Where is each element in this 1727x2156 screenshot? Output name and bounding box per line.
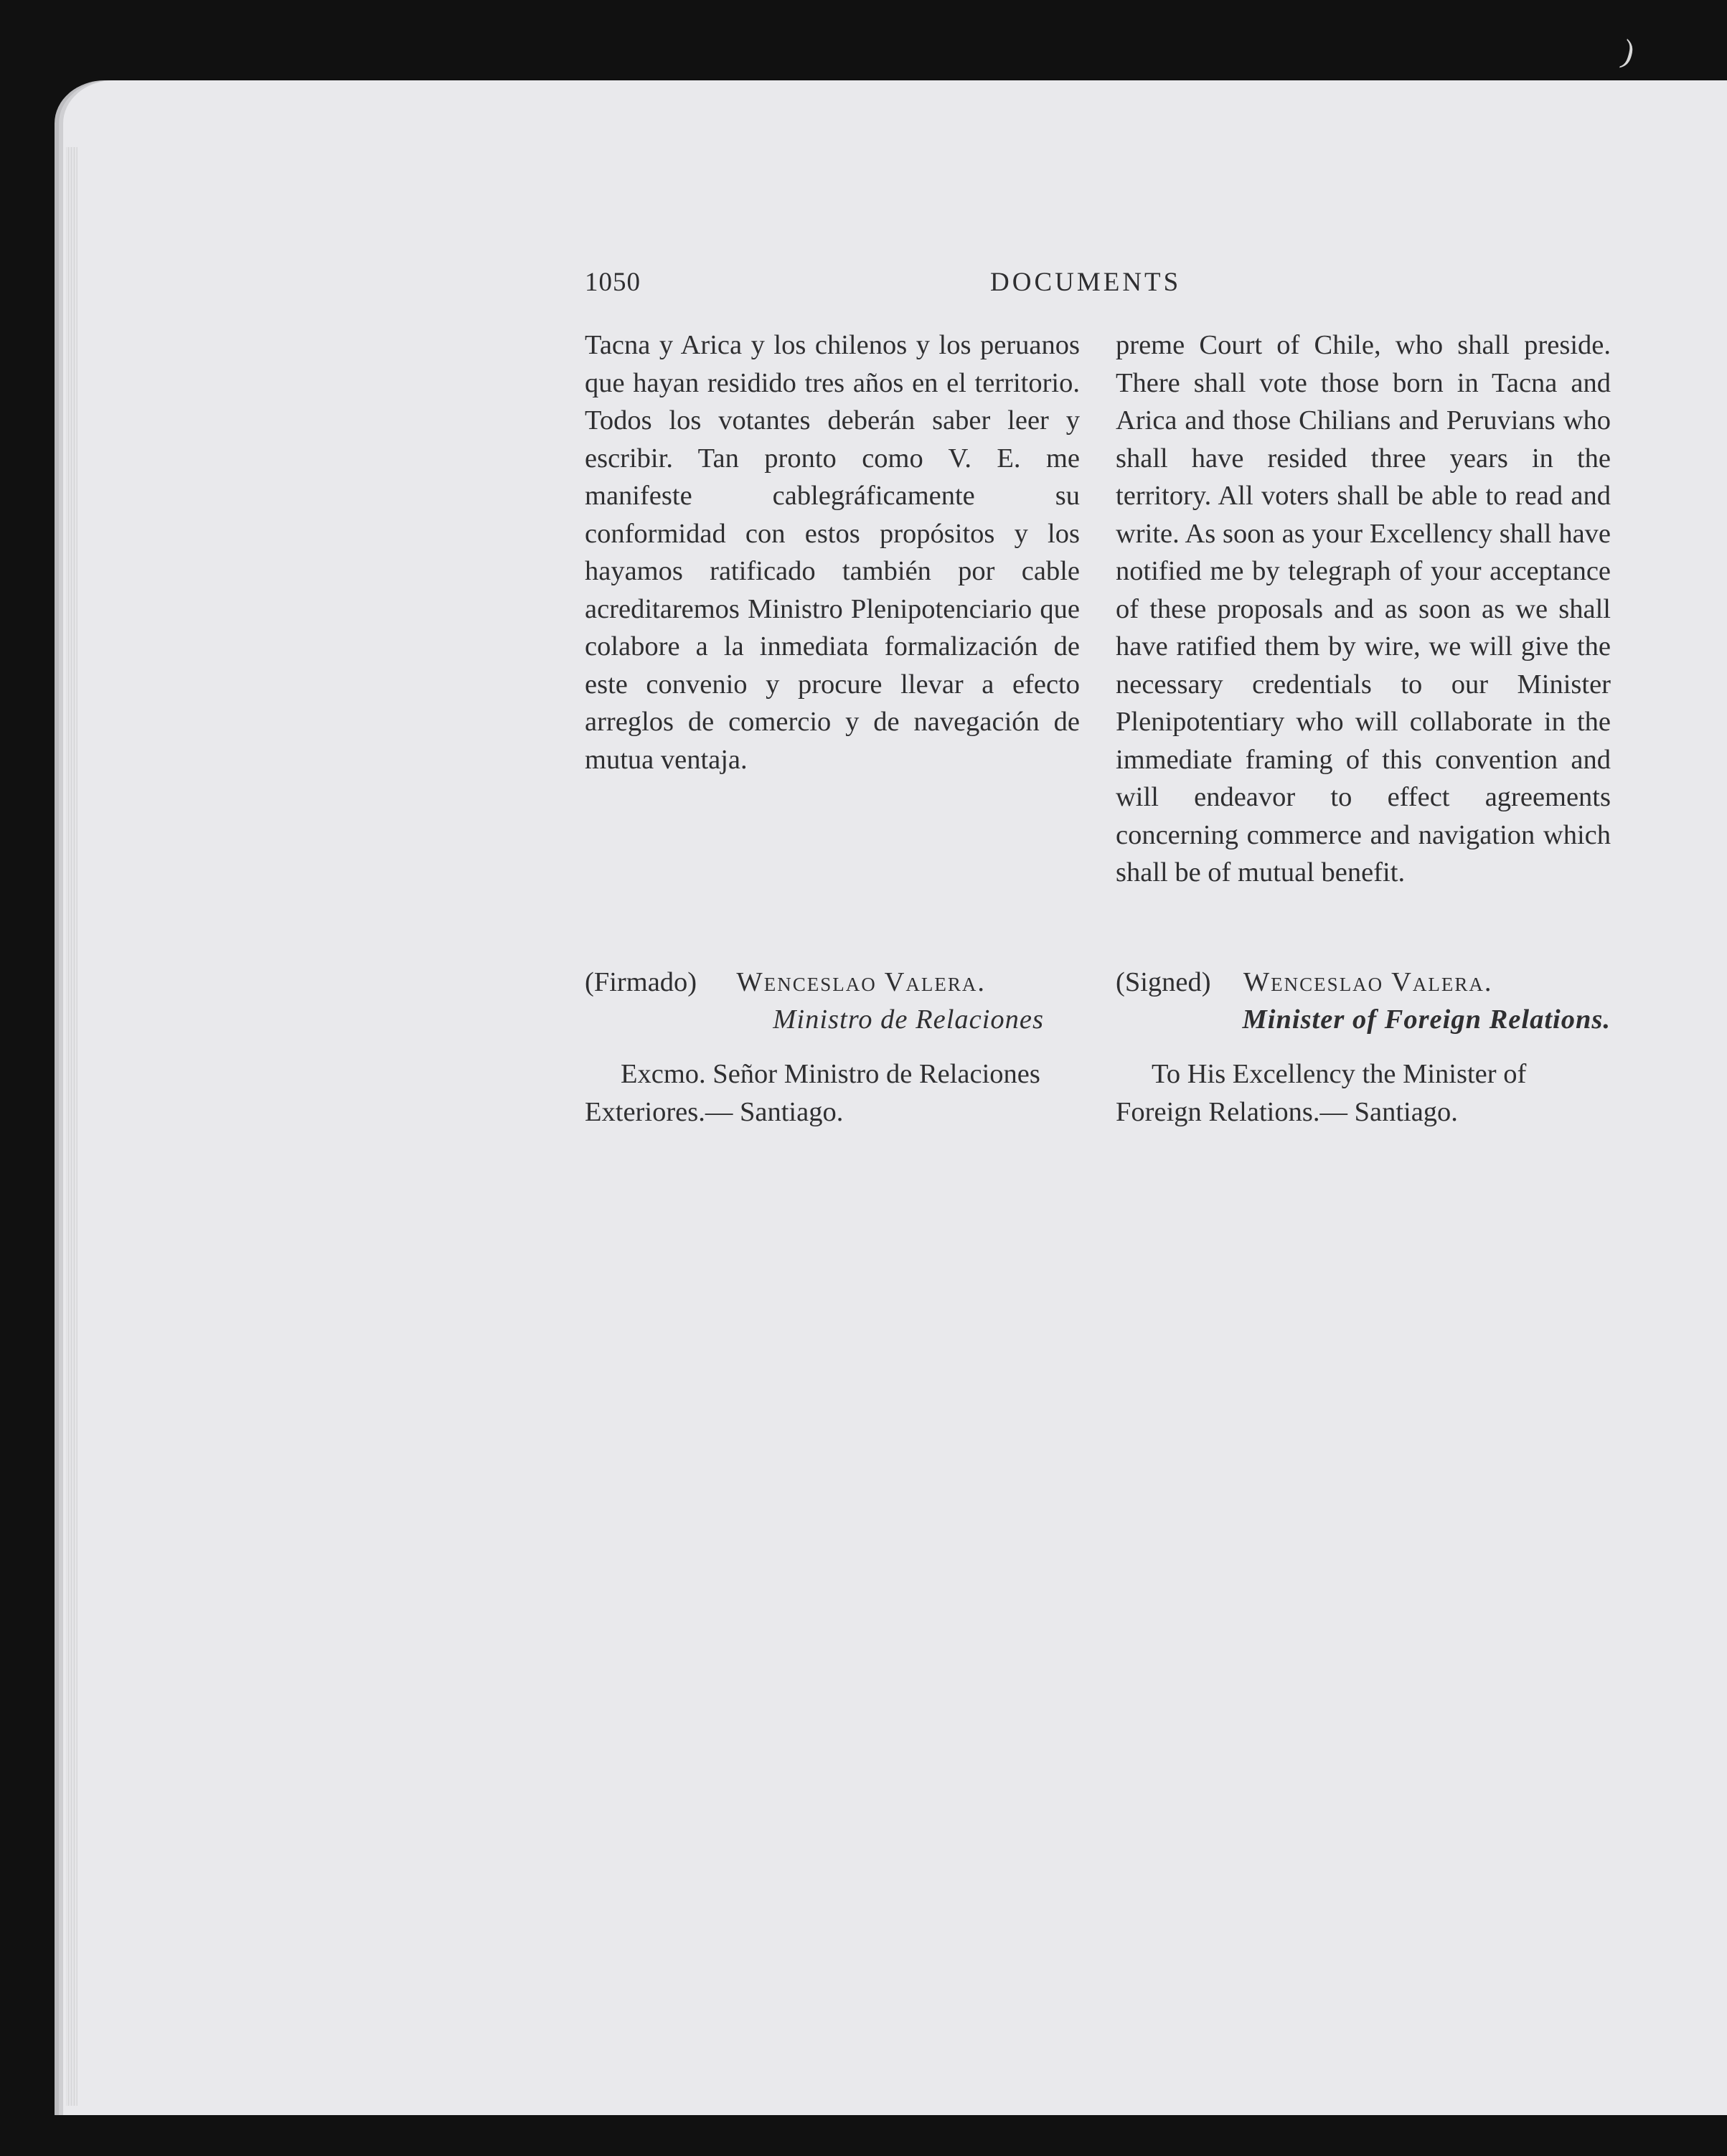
english-signature-text [1116,964,1611,1131]
english-addressee: To His Excellency the Minister of Foreign Relations.— Santiago. [1116,1059,1527,1127]
spanish-column [585,326,1080,778]
english-signature-line [1116,964,1611,1001]
english-signature-block [1116,964,1611,1131]
spanish-signed-label: (Firmado) [585,967,697,997]
spanish-body-text: Tacna y Arica y los chilenos y los peruanos que hayan residido tres años en el territorio. Todos los votantes deberán saber leer y escribir. Tan pronto como V. E. me manifeste cablegráficamente su conformidad con estos propósitos y los hayamos ratificado también por cable acreditaremos Ministro Plenipotenciario que colabore a la inmediata formalización de este convenio y procure llevar a efecto arreglos de comercio y de navegación de mutua ventaja. [585,330,1080,775]
spanish-signature-block [585,964,1080,1131]
spanish-signatory-title: Ministro de Relaciones [773,1004,1044,1035]
page-stack-edge [66,147,77,2106]
english-signatory-title: Minister of Foreign Relations. [1242,1004,1611,1035]
english-signatory: Wenceslao Valera. [1243,967,1493,997]
spanish-addressee: Excmo. Señor Ministro de Relaciones Exteriores.— Santiago. [585,1059,1040,1127]
page-number: 1050 [585,268,641,297]
english-column [1116,326,1611,892]
scan-artifact: ) [1618,32,1639,71]
english-signed-label: (Signed) [1116,967,1211,997]
english-body-text: preme Court of Chile, who shall preside. There shall vote those born in Tacna and Arica and those Chilians and Peruvians who shall have resided three years in the territory. All voters shall be able to read and write. As soon as your Excellency shall have notified me by telegraph of your acceptance of these proposals and as soon as we shall have ratified them by wire, we will give the necessary credentials to our Minister Plenipotentiary who will collaborate in the immediate framing of this convention and will endeavor to effect agreements concerning commerce and navigation which shall be of mutual benefit. [1116,330,1611,888]
page-header [585,267,1611,304]
spanish-signature-text [585,964,1080,1131]
spanish-signature-line [585,964,1080,1001]
running-head: DOCUMENTS [990,268,1182,297]
spanish-signatory: Wenceslao Valera. [736,967,987,997]
